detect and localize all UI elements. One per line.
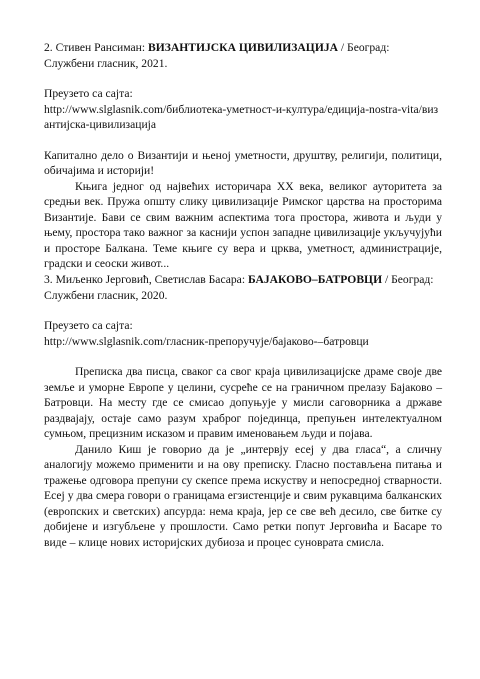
entry-number: 3. bbox=[44, 273, 53, 286]
entry-number: 2. bbox=[44, 41, 53, 54]
description-paragraph: Капитално дело о Византији и њеној уметности, друштву, религији, политици, обичајима и историји! bbox=[44, 148, 442, 177]
download-label: Преузето са сајта: bbox=[44, 319, 133, 332]
book-title: ВИЗАНТИЈСКА ЦИВИЛИЗАЦИЈА bbox=[148, 41, 339, 54]
book-entry-3 bbox=[44, 272, 442, 550]
book-title: БАЈАКОВО–БАТРОВЦИ bbox=[247, 273, 383, 286]
citation bbox=[44, 272, 442, 303]
book-entry-2 bbox=[44, 40, 442, 272]
source-url[interactable]: http://www.slglasnik.com/гласник-препоручује/бајаково-–батровци bbox=[44, 334, 369, 348]
description-paragraph: Преписка два писца, сваког са свог краја цивилизацијске драме своје две земље и уморне Европе у целини, сусреће се на граничном прелазу Бајаково – Батровци. На месту где се смисао допуњује у мисли саговорника а државе раздвајају, остаје само разум храброг појединца, препуњен интелектуалном сумњом, прецизним исказом и правим именовањем људи и појава. bbox=[44, 365, 442, 440]
source-url[interactable]: http://www.slglasnik.com/библиотека-уметност-и-култура/едиција-nostra-vita/византијска-цивилизација bbox=[44, 102, 439, 131]
description-paragraph: Књига једног од највећих историчара XX века, великог ауторитета за средњи век. Пружа општу слику цивилизације Римског царства на просторима Византије. Бави се свим важним аспектима тога простора, живота и људи у њему, простора тако важног за каснији успон западне цивилизације укључујући и просторе Балкана. Теме књиге су вера и црква, уметност, администрације, градски и сеоски живот... bbox=[44, 179, 442, 270]
publisher: / Београд: Службени гласник, 2020. bbox=[44, 273, 434, 302]
download-label: Преузето са сајта: bbox=[44, 87, 133, 100]
description-paragraph: Данило Киш је говорио да је „интервју есеј у два гласа“, а сличну аналогију можемо применити и на ову преписку. Гласно постављена питања и тражење одговора препуни су скепсе према искуству и непосредној стварности. Есеј у два смера говори о границама егзистенције и свим рукавцима балканских (европских и светских) апсурда: нема краја, јер се све већ десило, све битке су добијене и изгубљене у прошлости. Само ретки попут Јерговића и Басаре то виде – клице нових историјских дубиоза и процес суноврата смисла. bbox=[44, 442, 442, 549]
authors: Стивен Рансиман: bbox=[55, 41, 146, 54]
authors: Миљенко Јерговић, Светислав Басара: bbox=[55, 273, 246, 286]
citation bbox=[44, 40, 442, 71]
publisher: / Београд: Службени гласник, 2021. bbox=[44, 41, 390, 70]
